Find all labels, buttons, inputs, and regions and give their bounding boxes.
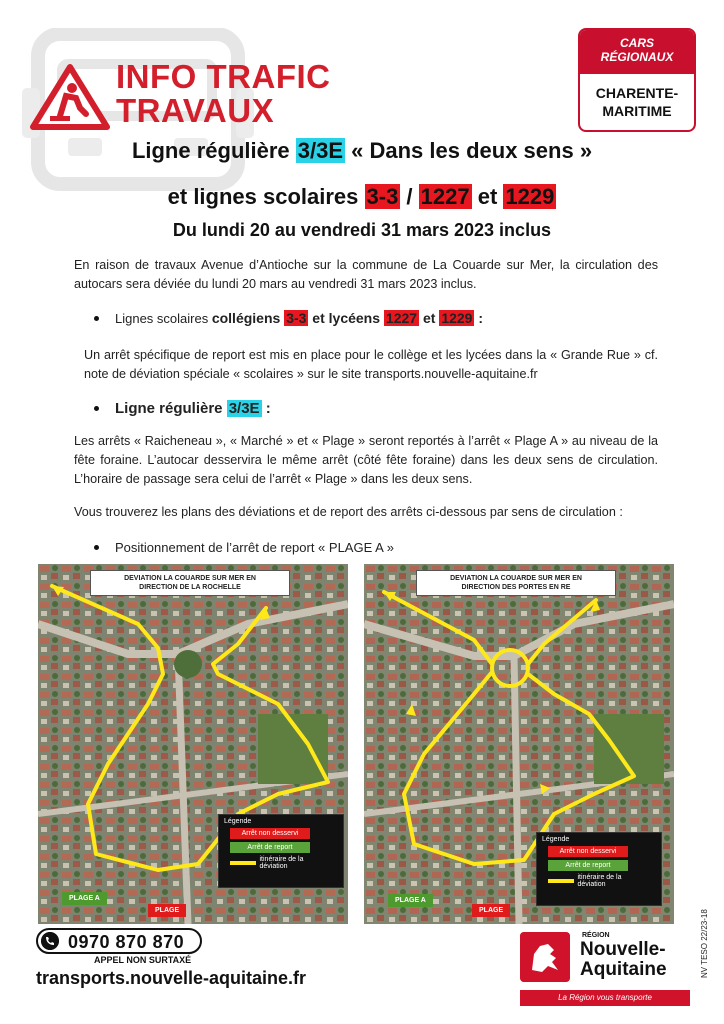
legend-itineraire (230, 856, 332, 870)
legend-arret-non-desservi: Arrêt non desservi (230, 828, 310, 839)
map-title-text: DIRECTION DE LA ROCHELLE (139, 584, 241, 591)
title-line-1: INFO TRAFIC (116, 58, 331, 95)
lion-shield-icon (520, 932, 570, 982)
phone-number[interactable]: 0970 870 870 (68, 932, 185, 952)
scolaires-paragraph: Un arrêt spécifique de report est mis en place pour le collège et les lycées dans la « Grande Rue » cf. note de déviation spéciale « scolaires » sur le site transports.nouvelle-aquitaine.fr (84, 348, 658, 381)
bullet-scolaires (94, 308, 483, 329)
logo-tagline: La Région vous transporte (520, 990, 690, 1006)
logo-region-label: RÉGION (582, 932, 610, 939)
bullet-text: Lignes scolaires (115, 311, 212, 326)
line-badge: 3-3 (286, 310, 307, 326)
bullet-text: Positionnement de l’arrêt de report « PLAGE A » (115, 540, 394, 555)
website-link[interactable]: transports.nouvelle-aquitaine.fr (36, 968, 307, 988)
bullet-dot (94, 406, 99, 411)
logo-name (580, 940, 667, 980)
bullet-positionnement (94, 538, 394, 558)
bullet-dot (94, 545, 99, 550)
tag-plage-right: PLAGE (472, 904, 510, 917)
bullet-text: et (419, 310, 440, 326)
region-bottom-line-1: CHARENTE- (595, 85, 679, 101)
line-badge: 3-3 (366, 184, 399, 209)
tag-plage-a-right: PLAGE A (388, 894, 433, 907)
cars-regionaux-badge (578, 28, 696, 132)
headline-text: Ligne régulière (131, 138, 296, 163)
info-trafic-title (116, 60, 330, 128)
bullet-dot (94, 316, 99, 321)
yellow-route-swatch (548, 879, 574, 883)
date-range: Du lundi 20 au vendredi 31 mars 2023 inclus (172, 220, 552, 240)
bullet-text: Ligne régulière (115, 400, 227, 417)
map-title-right (416, 570, 616, 596)
map-title-text: DEVIATION LA COUARDE SUR MER EN (450, 575, 582, 582)
plans-paragraph: Vous trouverez les plans des déviations et de report des arrêts ci-dessous par sens de circulation : (74, 505, 623, 519)
bullet-text: : (261, 400, 271, 417)
deviation-map-la-rochelle (38, 564, 348, 924)
region-top-line-1: CARS (619, 36, 654, 50)
map-title-text: DIRECTION DES PORTES EN RE (461, 584, 571, 591)
region-top-line-2: RÉGIONAUX (600, 50, 674, 64)
bullet-text: : (474, 310, 484, 326)
map-title-text: DEVIATION LA COUARDE SUR MER EN (124, 575, 256, 582)
line-badge: 1229 (505, 184, 555, 209)
intro-paragraph: En raison de travaux Avenue d’Antioche sur la commune de La Couarde sur Mer, la circulation des autocars sera déviée du lundi 20 mars au vendredi 31 mars 2023 inclus. (74, 258, 658, 291)
headline-text: / (400, 184, 419, 209)
logo-name-line-2: Aquitaine (580, 959, 667, 980)
headline-line-2 (0, 184, 724, 210)
deviation-map-portes-en-re (364, 564, 674, 924)
title-line-2: TRAVAUX (116, 92, 275, 129)
nouvelle-aquitaine-logo (520, 928, 690, 1010)
map-legend-left (218, 814, 344, 888)
line-badge: 3/3E (228, 400, 260, 417)
reguliere-paragraph: Les arrêts « Raicheneau », « Marché » et « Plage » seront reportés à l’arrêt « Plage A » au niveau de la fête foraine. L’autocar desservira le même arrêt (côté fête foraine) dans les deux sens de circulation. L’horaire de passage sera celui de l’arrêt « Plage » dans les deux sens. (74, 434, 658, 486)
headline-text: et lignes scolaires (167, 184, 365, 209)
line-badge: 1227 (385, 310, 418, 326)
legend-arret-report: Arrêt de report (230, 842, 310, 853)
phone-subtitle: APPEL NON SURTAXÉ (94, 955, 192, 965)
legend-title: Légende (542, 836, 570, 843)
legend-arret-non-desservi: Arrêt non desservi (548, 846, 628, 857)
legend-title: Légende (224, 818, 252, 825)
bullet-reguliere (94, 399, 271, 419)
legend-itineraire-text: itinéraire de la déviation (259, 856, 304, 870)
map-legend-right (536, 832, 662, 906)
map-title-left (90, 570, 290, 596)
line-badge: 1229 (441, 310, 473, 326)
region-badge-top (580, 30, 694, 74)
road-works-warning-icon (30, 64, 110, 130)
line-badge: 1227 (420, 184, 470, 209)
legend-arret-report: Arrêt de report (548, 860, 628, 871)
headline-line-1 (0, 138, 724, 164)
region-bottom-line-2: MARITIME (602, 103, 672, 119)
phone-icon (41, 932, 59, 950)
tag-plage-left: PLAGE (148, 904, 186, 917)
headline-text: « Dans les deux sens » (345, 138, 593, 163)
bullet-text: collégiens (211, 310, 285, 326)
logo-name-line-1: Nouvelle- (580, 939, 666, 960)
legend-itineraire (548, 874, 650, 888)
legend-itineraire-text: itinéraire de la déviation (577, 874, 622, 888)
tag-plage-a-left: PLAGE A (62, 892, 107, 905)
bullet-text: et lycéens (308, 310, 384, 326)
headline-text: et (471, 184, 504, 209)
phone-badge[interactable] (36, 928, 202, 954)
region-badge-bottom (580, 74, 694, 120)
document-reference: NV TESO 22/23-18 (700, 909, 709, 978)
line-badge: 3/3E (297, 138, 344, 163)
yellow-route-swatch (230, 861, 256, 865)
info-trafic-logo (30, 60, 360, 140)
